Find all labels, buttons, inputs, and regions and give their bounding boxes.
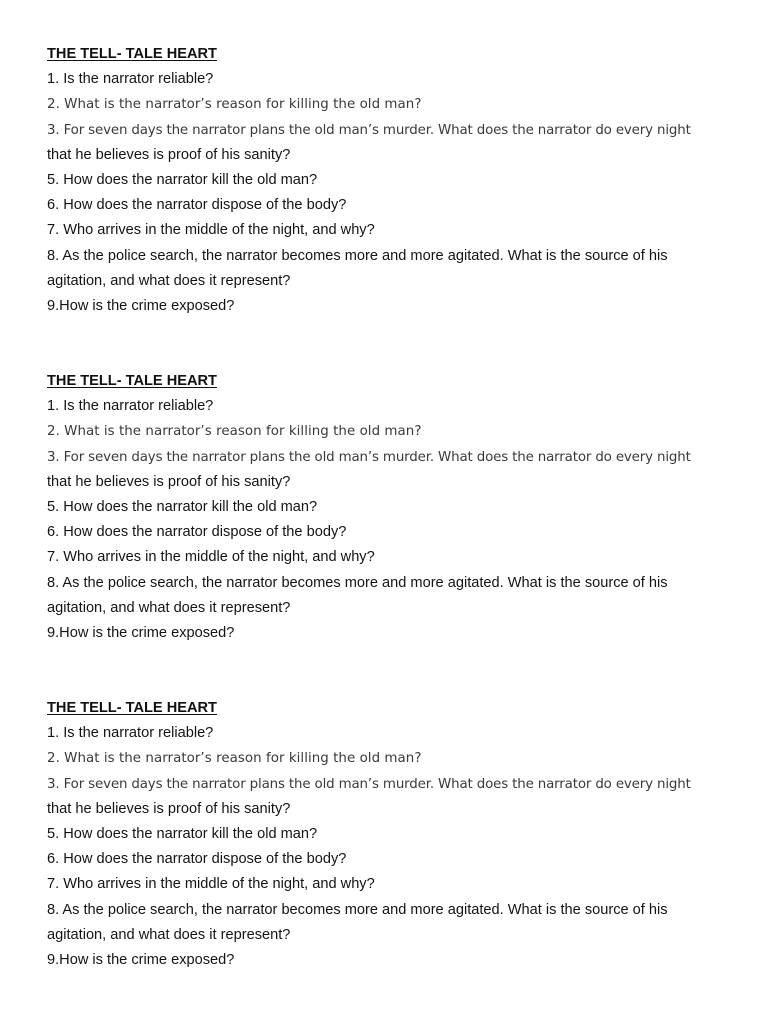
question-9: 9.How is the crime exposed? — [47, 951, 235, 968]
question-3-line-2: that he believes is proof of his sanity? — [47, 800, 291, 817]
question-7: 7. Who arrives in the middle of the night, and why? — [47, 549, 375, 566]
question-5: 5. How does the narrator kill the old man? — [47, 825, 318, 842]
worksheet-title: THE TELL- TALE HEART — [47, 700, 217, 716]
question-3-line-2: that he believes is proof of his sanity? — [47, 146, 291, 163]
question-6: 6. How does the narrator dispose of the body? — [47, 197, 347, 214]
question-5: 5. How does the narrator kill the old man? — [47, 498, 318, 515]
question-8-line-1: 8. As the police search, the narrator becomes more and more agitated. What is the source of his — [47, 901, 668, 918]
worksheet-3 — [47, 696, 737, 973]
question-8-line-2: agitation, and what does it represent? — [47, 272, 291, 289]
question-9: 9.How is the crime exposed? — [47, 297, 235, 314]
question-2: 2. What is the narrator’s reason for killing the old man? — [47, 751, 422, 767]
question-6: 6. How does the narrator dispose of the body? — [47, 524, 347, 541]
question-3-line-1: 3. For seven days the narrator plans the old man’s murder. What does the narrator do every night — [47, 449, 691, 465]
worksheet-title: THE TELL- TALE HEART — [47, 373, 217, 389]
question-3-line-1: 3. For seven days the narrator plans the old man’s murder. What does the narrator do every night — [47, 122, 691, 138]
worksheet-2 — [47, 369, 737, 646]
worksheet-title: THE TELL- TALE HEART — [47, 46, 217, 62]
question-1: 1. Is the narrator reliable? — [47, 71, 214, 88]
question-3-line-1: 3. For seven days the narrator plans the old man’s murder. What does the narrator do every night — [47, 776, 691, 792]
question-8-line-1: 8. As the police search, the narrator becomes more and more agitated. What is the source of his — [47, 247, 668, 264]
question-2: 2. What is the narrator’s reason for killing the old man? — [47, 424, 422, 440]
question-9: 9.How is the crime exposed? — [47, 624, 235, 641]
worksheet-1 — [47, 42, 737, 319]
question-8-line-2: agitation, and what does it represent? — [47, 599, 291, 616]
question-8-line-1: 8. As the police search, the narrator becomes more and more agitated. What is the source of his — [47, 574, 668, 591]
question-8-line-2: agitation, and what does it represent? — [47, 926, 291, 943]
question-7: 7. Who arrives in the middle of the night, and why? — [47, 876, 375, 893]
question-3-line-2: that he believes is proof of his sanity? — [47, 473, 291, 490]
question-1: 1. Is the narrator reliable? — [47, 725, 214, 742]
question-7: 7. Who arrives in the middle of the night, and why? — [47, 222, 375, 239]
question-2: 2. What is the narrator’s reason for killing the old man? — [47, 97, 422, 113]
question-1: 1. Is the narrator reliable? — [47, 398, 214, 415]
question-6: 6. How does the narrator dispose of the body? — [47, 851, 347, 868]
question-5: 5. How does the narrator kill the old man? — [47, 171, 318, 188]
